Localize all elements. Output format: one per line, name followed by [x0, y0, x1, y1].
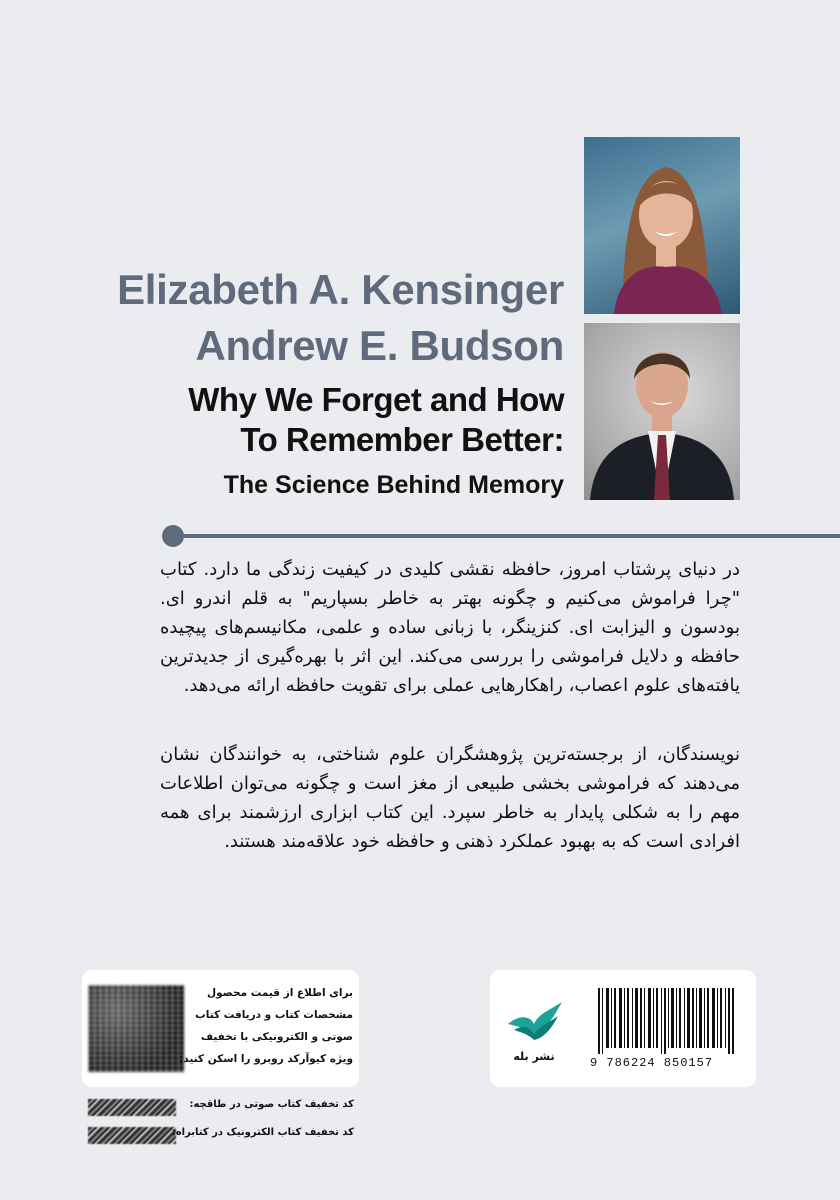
book-title-line: Why We Forget and How — [188, 381, 564, 418]
discount-code-label: کد تخفیف کتاب الکترونیک در کتابراه: — [171, 1127, 354, 1138]
discount-code-image[interactable] — [88, 1127, 176, 1144]
discount-code-row — [88, 1125, 358, 1147]
promo-line: مشخصات کتاب و دریافت کتاب — [195, 1009, 353, 1021]
discount-code-label: کد تخفیف کتاب صوتی در طاقچه: — [189, 1099, 354, 1110]
description-paragraph: در دنیای پرشتاب امروز، حافظه نقشی کلیدی در کیفیت زندگی ما دارد. کتاب "چرا فراموش می‌کنیم و چگونه بهتر به خاطر بسپاریم" به قلم اندرو ای. بودسون و الیزابت ای. کنزینگر، با زبانی ساده و علمی، مکانیسم‌های پیچیده حافظه و دلایل فراموشی را بررسی می‌کند. این اثر با بهره‌گیری از جدیدترین یافته‌های علوم اعصاب، راهکارهایی عملی برای تقویت حافظه ارائه می‌دهد. — [160, 559, 740, 696]
publisher-barcode-card — [490, 970, 756, 1087]
discount-code-image[interactable] — [88, 1099, 176, 1116]
author-photo-budson — [584, 323, 740, 500]
promo-text — [181, 982, 353, 1070]
divider-line — [180, 534, 840, 538]
publisher-name: نشر بله — [513, 1050, 555, 1063]
promo-line: برای اطلاع از قیمت محصول — [206, 987, 353, 999]
author-name: Elizabeth A. Kensinger — [117, 266, 564, 313]
book-title — [188, 380, 564, 460]
promo-line: ویژه کیوآرکد روبرو را اسکن کنید: — [179, 1053, 353, 1065]
publisher-logo-icon — [504, 990, 564, 1050]
author-name: Andrew E. Budson — [195, 322, 564, 369]
description-paragraph: نویسندگان، از برجسته‌ترین پژوهشگران علوم شناختی، به خوانندگان نشان می‌دهند که فراموشی بخشی طبیعی از مغز است و چگونه می‌توان اطلاعات مهم را به شکلی پایدار به خاطر سپرد. این کتاب ابزاری ارزشمند برای همه افرادی است که به بهبود عملکرد ذهنی و حافظه خود علاقه‌مند هستند. — [160, 744, 740, 852]
barcode — [598, 988, 734, 1054]
promo-line: صوتی و الکترونیکی با تخفیف — [200, 1031, 353, 1043]
qr-promo-card — [82, 970, 359, 1087]
author-names — [117, 262, 564, 374]
book-subtitle: The Science Behind Memory — [223, 471, 564, 499]
qr-code[interactable] — [88, 985, 184, 1072]
isbn-number: 9 786224 850157 — [590, 1056, 714, 1070]
book-title-line: To Remember Better: — [240, 421, 564, 458]
discount-code-row — [88, 1097, 358, 1119]
author-photo-kensinger — [584, 137, 740, 314]
